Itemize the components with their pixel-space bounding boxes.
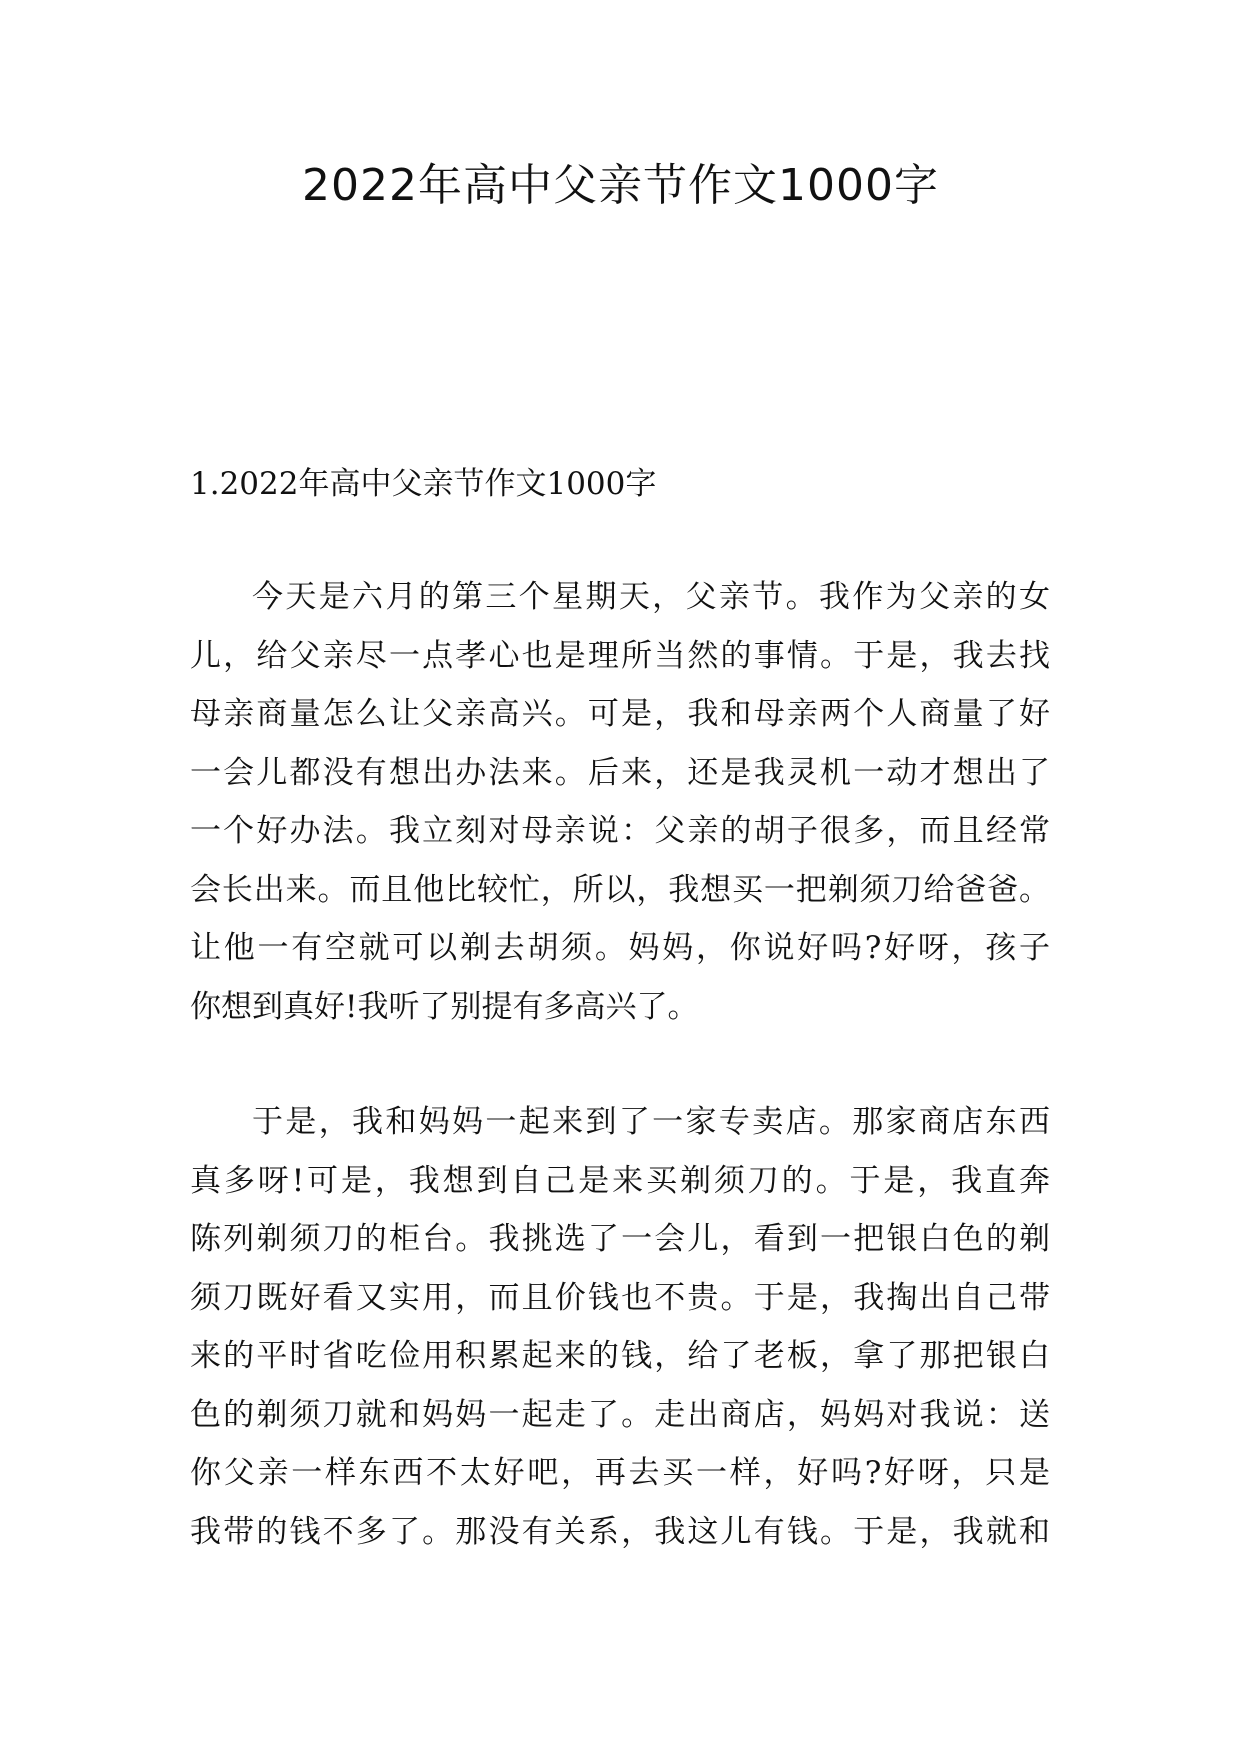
paragraph-line: 来的平时省吃俭用积累起来的钱，给了老板，拿了那把银白	[190, 1338, 1050, 1374]
paragraph-line: 须刀既好看又实用，而且价钱也不贵。于是，我掏出自己带	[190, 1279, 1050, 1316]
paragraph-line: 陈列剃须刀的柜台。我挑选了一会儿，看到一把银白色的剃	[190, 1221, 1050, 1257]
paragraph-line: 真多呀!可是，我想到自己是来买剃须刀的。于是，我直奔	[190, 1162, 1050, 1199]
paragraph-line: 让他一有空就可以剃去胡须。妈妈，你说好吗?好呀，孩子	[190, 930, 1050, 966]
paragraph-line: 色的剃须刀就和妈妈一起走了。走出商店，妈妈对我说：送	[190, 1396, 1050, 1433]
document-title: 2022年高中父亲节作文1000字	[302, 160, 939, 211]
paragraph-line: 我带的钱不多了。那没有关系，我这儿有钱。于是，我就和	[190, 1513, 1050, 1550]
paragraph-line: 今天是六月的第三个星期天，父亲节。我作为父亲的女	[252, 579, 1050, 615]
paragraph-line: 儿，给父亲尽一点孝心也是理所当然的事情。于是，我去找	[190, 637, 1050, 674]
paragraph-line: 于是，我和妈妈一起来到了一家专卖店。那家商店东西	[252, 1104, 1050, 1140]
paragraph	[190, 568, 1050, 1036]
paragraph-line: 会长出来。而且他比较忙，所以，我想买一把剃须刀给爸爸。	[190, 871, 1050, 908]
paragraph-line: 母亲商量怎么让父亲高兴。可是，我和母亲两个人商量了好	[190, 696, 1050, 732]
paragraph-line: 一个好办法。我立刻对母亲说：父亲的胡子很多，而且经常	[190, 813, 1050, 849]
section-heading: 1.2022年高中父亲节作文1000字	[190, 466, 657, 502]
paragraph	[190, 1093, 1050, 1561]
paragraph-line: 你父亲一样东西不太好吧，再去买一样，好吗?好呀，只是	[190, 1455, 1050, 1491]
paragraph-line: 你想到真好!我听了别提有多高兴了。	[190, 988, 699, 1025]
paragraph-line: 一会儿都没有想出办法来。后来，还是我灵机一动才想出了	[190, 754, 1050, 791]
